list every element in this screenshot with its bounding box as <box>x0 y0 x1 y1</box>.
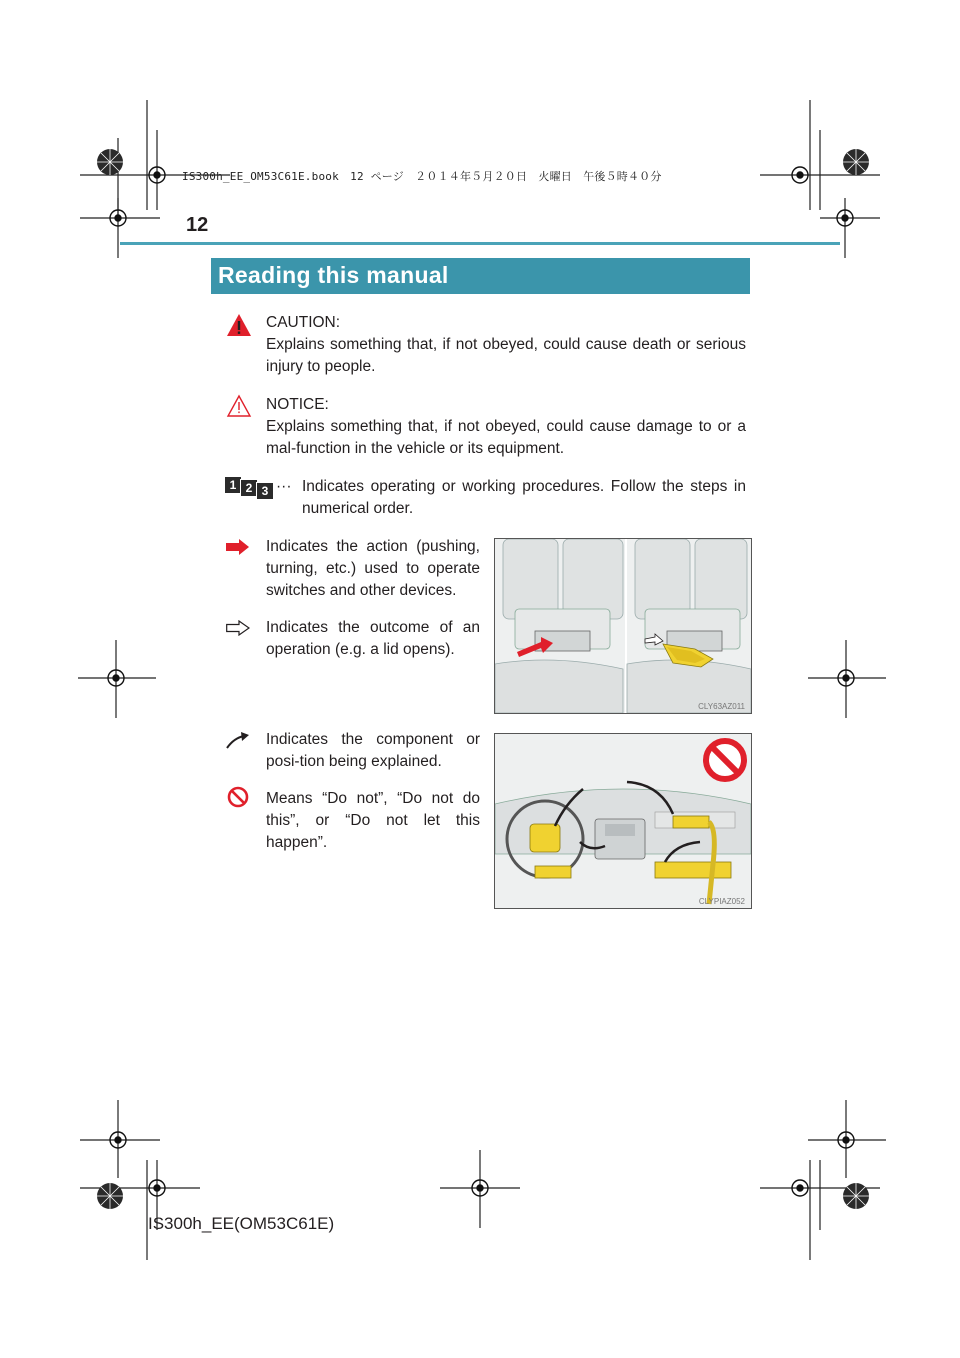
outcome-text: Indicates the outcome of an operation (e.g. a lid opens). <box>266 619 480 658</box>
step-2-badge: 2 <box>240 479 258 497</box>
console-lid-illustration <box>494 538 752 714</box>
footer-model-code: IS300h_EE(OM53C61E) <box>148 1214 335 1233</box>
dashboard-drawing <box>495 734 751 908</box>
caution-text: Explains something that, if not obeyed, could cause death or serious injury to people. <box>266 336 746 375</box>
caution-triangle-icon <box>226 313 252 337</box>
book-header-line: IS300h_EE_OM53C61E.book 12 ページ ２０１４年５月２０日 火曜日 午後５時４０分 <box>182 170 662 183</box>
pointer-text: Indicates the component or posi-tion being explained. <box>266 731 480 770</box>
steps-icon <box>224 476 276 498</box>
pointer-arrow-icon <box>226 732 250 750</box>
action-arrow-icon <box>226 539 250 555</box>
header-rule <box>120 242 840 245</box>
console-lid-drawing <box>495 539 751 713</box>
steps-text: Indicates operating or working procedures. Follow the steps in numerical order. <box>302 478 746 517</box>
prohibited-text: Means “Do not”, “Do not do this”, or “Do not let this happen”. <box>266 790 480 851</box>
illustration-code-1: CLY63AZ011 <box>698 702 745 711</box>
prohibited-icon <box>227 786 249 808</box>
page-number: 12 <box>186 214 209 236</box>
dashboard-airbag-illustration <box>494 733 752 909</box>
action-text: Indicates the action (pushing, turning, etc.) used to operate switches and other devices. <box>266 538 480 599</box>
notice-triangle-icon <box>226 394 252 418</box>
step-3-badge: 3 <box>256 482 274 500</box>
notice-text: Explains something that, if not obeyed, could cause damage to or a mal-function in the vehicle or its equipment. <box>266 418 746 457</box>
outcome-arrow-icon <box>226 620 250 636</box>
steps-prefix: ··· <box>276 478 292 495</box>
notice-heading: NOTICE: <box>266 396 329 413</box>
illustration-code-2: CLYPIAZ052 <box>698 897 745 906</box>
section-title: Reading this manual <box>218 262 449 288</box>
step-1-badge: 1 <box>224 476 242 494</box>
caution-heading: CAUTION: <box>266 314 341 331</box>
